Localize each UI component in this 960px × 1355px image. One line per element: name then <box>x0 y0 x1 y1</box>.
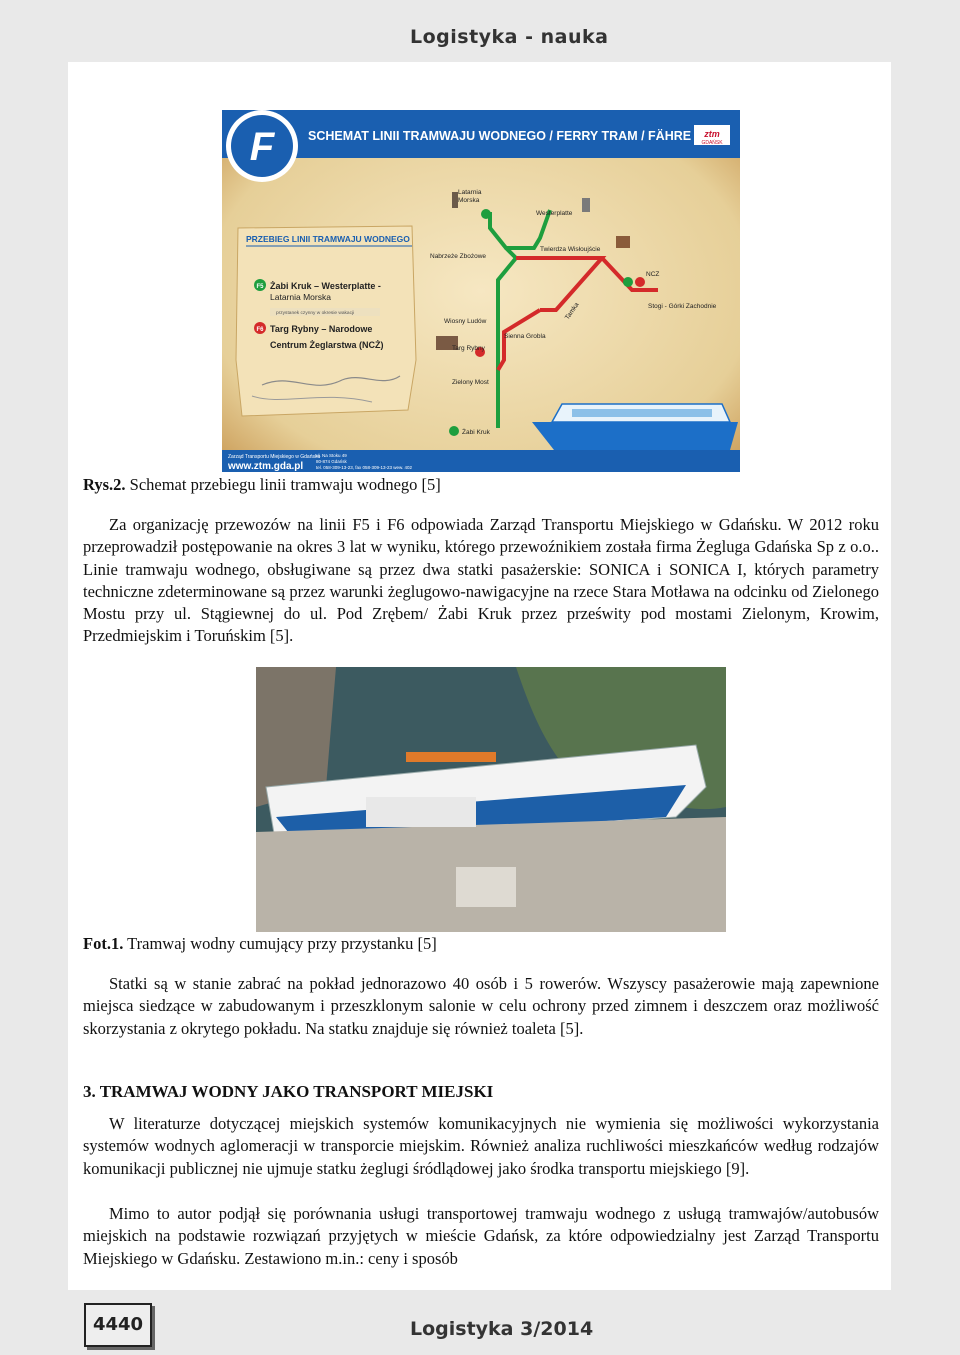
f6-route-line2: Centrum Żeglarstwa (NCŻ) <box>270 340 384 350</box>
svg-text:tel. 058-309-13-23, fax 058-30: tel. 058-309-13-23, fax 058-309-13-23 wew. 402 <box>316 465 413 470</box>
svg-text:ztm: ztm <box>704 129 720 139</box>
figure-2-caption <box>83 934 437 954</box>
figure-2-text: Tramwaj wodny cumujący przy przystanku [5] <box>123 934 437 953</box>
map-footer-org: Zarząd Transportu Miejskiego w Gdańsku <box>228 454 321 460</box>
stop-label-stogi: Stogi - Górki Zachodnie <box>648 303 717 310</box>
f6-route-line1: Targ Rybny – Narodowe <box>270 324 373 334</box>
header-title: Logistyka - nauka <box>410 26 609 48</box>
stop-label-sienna: Sienna Grobla <box>504 333 546 340</box>
ferry-windows <box>572 409 712 417</box>
stop-marker-zabi <box>449 426 459 436</box>
legend-paper <box>236 226 416 416</box>
fortress-icon <box>616 236 630 248</box>
ferry-hull <box>532 422 738 450</box>
page-number: 4440 <box>92 1314 144 1335</box>
paragraph-3: W literaturze dotyczącej miejskich systemów komunikacyjnych nie wymienia się możliwości wykorzystania systemów wodnych aglomeracji w transporcie miejskim. Również analiza ruchliwości mieszkańców według rodzajów komunikacji publicznej nie ujmuje statku żeglugi śródlądowej jako środka transportu miejskiego [9]. <box>83 1114 879 1178</box>
stop-label-targ: Targ Rybny <box>452 345 485 352</box>
f5-route-line2: Latarnia Morska <box>270 292 331 302</box>
map-footer-web: www.ztm.gda.pl <box>228 461 304 472</box>
stop-label-nabrzeze: Nabrzeże Zbożowe <box>430 253 486 260</box>
stop-label-zielony: Zielony Most <box>452 379 489 386</box>
svg-text:F6: F6 <box>256 327 264 333</box>
monument-icon <box>582 198 590 212</box>
stop-marker-ncz-green <box>623 277 633 287</box>
photo-boat-logo <box>406 752 496 762</box>
svg-text:F5: F5 <box>256 284 264 290</box>
paragraph-4: Mimo to autor podjął się porównania usługi transportowej tramwaju wodnego z usługą tramwajów/autobusów miejskich na podstawie rozwiązań przyjętych w mieście Gdańsk, za które odpowiedzialny jest Zarząd Transportu Miejskiego w Gdańsku. Zestawiono m.in.: ceny i sposób <box>83 1204 879 1268</box>
map-title: SCHEMAT LINII TRAMWAJU WODNEGO / FERRY TRAM / FÄHRE <box>308 129 692 143</box>
photo-gangway <box>456 867 516 907</box>
stop-marker-latarnia <box>481 209 491 219</box>
svg-text:GDAŃSK: GDAŃSK <box>701 140 723 146</box>
svg-text:ul. Na Stoku 49: ul. Na Stoku 49 <box>316 453 347 458</box>
figure-1-caption <box>83 475 441 495</box>
route-map-svg <box>222 110 740 472</box>
paragraph-1: Za organizację przewozów na linii F5 i F6 odpowiada Zarząd Transportu Miejskiego w Gdańsku. W 2012 roku przeprowadził postępowanie na okres 3 lat w wyniku, którego przewoźnikiem została firma Żegluga Gdańska Sp z o.o.. Linie tramwaju wodnego, obsługiwane są przez dwa statki pasażerskie: SONICA i SONICA I, których parametry techniczne zdeterminowane są przez warunki żeglugowo-nawigacyjne na rzece Stara Motława na odcinku od Zielonego Mostu przy ul. Stągiewnej do ul. Pod Zrębem/ Żabi Kruk przez prześwity pod mostami Zielonym, Krowim, Przedmiejskim i Toruńskim [5]. <box>83 515 879 646</box>
figure-1-label: Rys.2. <box>83 475 126 494</box>
stop-label-wiosny: Wiosny Ludów <box>444 318 487 325</box>
ferry-photo <box>256 667 726 932</box>
stop-label-latarnia-2: Morska <box>458 197 480 204</box>
stop-label-tamka: Tamka <box>563 301 581 322</box>
paragraph-2: Statki są w stanie zabrać na pokład jednorazowo 40 osób i 5 rowerów. Wszyscy pasażerowie mają zapewnione miejsca siedzące w zabudowanym i przeszklonym salonie w celu ochrony przed zimnem i deszczem oraz możliwość skorzystania z okrytego pokładu. Na statku znajduje się również toaleta [5]. <box>83 974 879 1038</box>
page-number-box <box>84 1303 152 1347</box>
f5-note: przystanek czynny w okresie wakacji <box>276 311 355 316</box>
route-box-title: PRZEBIEG LINII TRAMWAJU WODNEGO <box>246 234 410 244</box>
svg-text:80-874 Gdańsk: 80-874 Gdańsk <box>316 459 347 464</box>
stop-label-westerplatte: Westerplatte <box>536 210 573 217</box>
stop-label-ncz: NCZ <box>646 271 660 278</box>
journal-issue: Logistyka 3/2014 <box>410 1318 594 1340</box>
stop-label-latarnia-1: Latarnia <box>458 189 482 196</box>
page-header <box>0 0 960 62</box>
photo-cabin-windows <box>366 797 476 827</box>
stop-marker-ncz-red <box>635 277 645 287</box>
logo-f-icon: F <box>249 125 275 169</box>
stop-label-zabi: Żabi Kruk <box>462 429 490 436</box>
figure-2-label: Fot.1. <box>83 934 124 953</box>
f5-route-line1: Żabi Kruk – Westerplatte - <box>270 281 381 291</box>
section-heading: 3. TRAMWAJ WODNY JAKO TRANSPORT MIEJSKI <box>83 1082 494 1101</box>
stop-label-twierdza: Twierdza Wisłoujście <box>540 246 601 253</box>
figure-1-text: Schemat przebiegu linii tramwaju wodnego [5] <box>125 475 441 494</box>
route-map-figure <box>222 110 740 472</box>
